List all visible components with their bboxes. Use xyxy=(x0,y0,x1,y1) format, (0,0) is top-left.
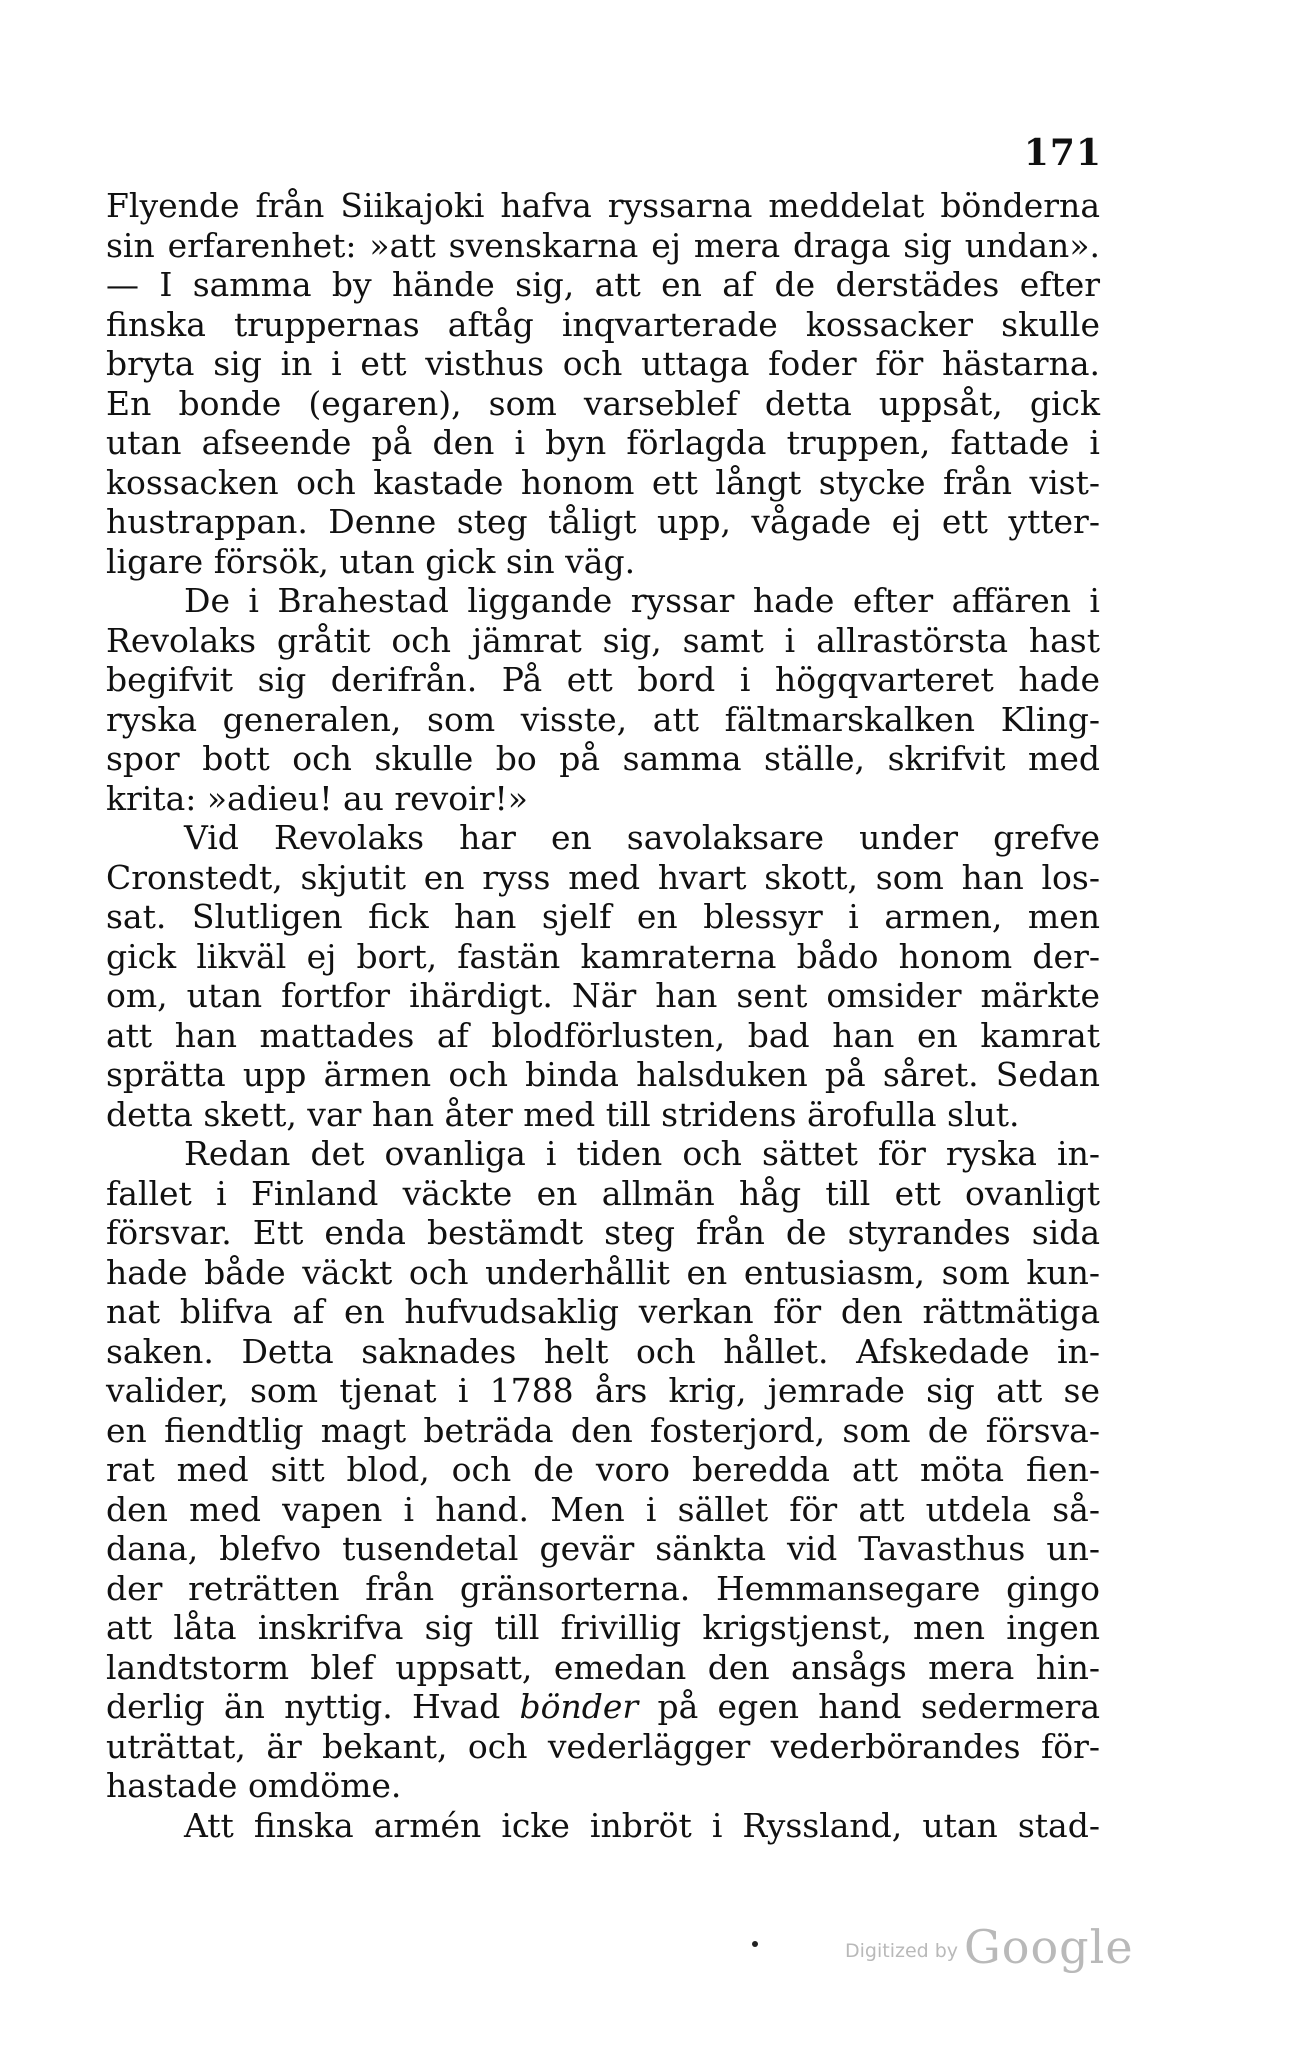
text-line: En bonde (egaren), som varseblef detta uppsåt, gick xyxy=(106,383,1100,423)
text-line: der reträtten från gränsorterna. Hemmansegare gingo xyxy=(106,1568,1100,1608)
text-line: sin erfarenhet: »att svenskarna ej mera draga sig undan». xyxy=(106,225,1100,265)
text-line: nat blifva af en hufvudsaklig verkan för den rättmätiga xyxy=(106,1292,1100,1331)
text-line: en fiendtlig magt beträda den fosterjord, som de försva- xyxy=(106,1410,1100,1450)
text-line: rat med sitt blod, och de voro beredda att möta fien- xyxy=(106,1450,1100,1489)
text-line: Vid Revolaks har en savolaksare under grefve xyxy=(184,818,1100,857)
text-line: finska truppernas aftåg inqvarterade kossacker skulle xyxy=(106,304,1100,344)
text-line: uträttat, är bekant, och vederlägger vederbörandes för- xyxy=(106,1726,1100,1766)
text-line: kossacken och kastade honom ett långt stycke från vist- xyxy=(106,462,1100,502)
text-line: att han mattades af blodförlusten, bad han en kamrat xyxy=(106,1015,1100,1055)
text-line: saken. Detta saknades helt och hållet. Afskedade in- xyxy=(106,1331,1100,1371)
text-line: ryska generalen, som visste, att fältmarskalken Kling- xyxy=(106,699,1100,739)
text-line: spor bott och skulle bo på samma ställe, skrifvit med xyxy=(106,739,1100,778)
text-line: hade både väckt och underhållit en entusiasm, som kun- xyxy=(106,1252,1100,1292)
text-line: begifvit sig derifrån. På ett bord i högqvarteret hade xyxy=(106,660,1100,699)
text-line: Flyende från Siikajoki hafva ryssarna meddelat bönderna xyxy=(106,186,1100,225)
text-line: krita: »adieu! au revoir!» xyxy=(106,778,528,818)
emphasized-word: bönder xyxy=(519,1687,639,1726)
text-line: bryta sig in i ett visthus och uttaga foder för hästarna. xyxy=(106,344,1100,383)
text-line: Cronstedt, skjutit en ryss med hvart skott, som han los- xyxy=(106,857,1100,897)
text-line: sat. Slutligen fick han sjelf en blessyr i armen, men xyxy=(106,897,1100,936)
digitization-watermark xyxy=(845,1920,1134,1974)
text-line: den med vapen i hand. Men i sället för att utdela så- xyxy=(106,1489,1100,1529)
text-line: derlig än nyttig. Hvad bönder på egen hand sedermera xyxy=(106,1687,1100,1726)
text-line: att låta inskrifva sig till frivillig krigstjenst, men ingen xyxy=(106,1608,1100,1647)
text-line: Revolaks gråtit och jämrat sig, samt i allrastörsta hast xyxy=(106,620,1100,660)
text-line: gick likväl ej bort, fastän kamraterna bådo honom der- xyxy=(106,936,1100,976)
text-line: detta skett, var han åter med till stridens ärofulla slut. xyxy=(106,1094,1020,1134)
text-line: De i Brahestad liggande ryssar hade efter affären i xyxy=(184,581,1100,620)
watermark-brand: Google xyxy=(964,1920,1134,1974)
text-line: sprätta upp ärmen och binda halsduken på såret. Sedan xyxy=(106,1055,1100,1094)
text-line: försvar. Ett enda bestämdt steg från de styrandes sida xyxy=(106,1213,1100,1252)
text-line: — I samma by hände sig, att en af de derstädes efter xyxy=(106,265,1100,304)
text-line: Att finska armén icke inbröt i Ryssland, utan stad- xyxy=(184,1805,1100,1845)
watermark-prefix: Digitized by xyxy=(845,1940,959,1962)
text-line: landtstorm blef uppsatt, emedan den ansågs mera hin- xyxy=(106,1647,1100,1687)
text-line: valider, som tjenat i 1788 års krig, jemrade sig att se xyxy=(106,1371,1100,1410)
text-line: Redan det ovanliga i tiden och sättet för ryska in- xyxy=(184,1134,1100,1173)
page-number: 171 xyxy=(1023,132,1102,174)
text-line: om, utan fortfor ihärdigt. När han sent omsider märkte xyxy=(106,976,1100,1015)
text-line: fallet i Finland väckte en allmän håg till ett ovanligt xyxy=(106,1173,1100,1213)
text-line: ligare försök, utan gick sin väg. xyxy=(106,541,636,581)
text-line: hustrappan. Denne steg tåligt upp, vågade ej ett ytter- xyxy=(106,502,1100,541)
text-line: hastade omdöme. xyxy=(106,1766,402,1805)
body-text xyxy=(106,186,1100,1845)
text-line: dana, blefvo tusendetal gevär sänkta vid Tavasthus un- xyxy=(106,1529,1100,1568)
ink-speck xyxy=(752,1941,758,1947)
text-line: utan afseende på den i byn förlagda truppen, fattade i xyxy=(106,423,1100,462)
